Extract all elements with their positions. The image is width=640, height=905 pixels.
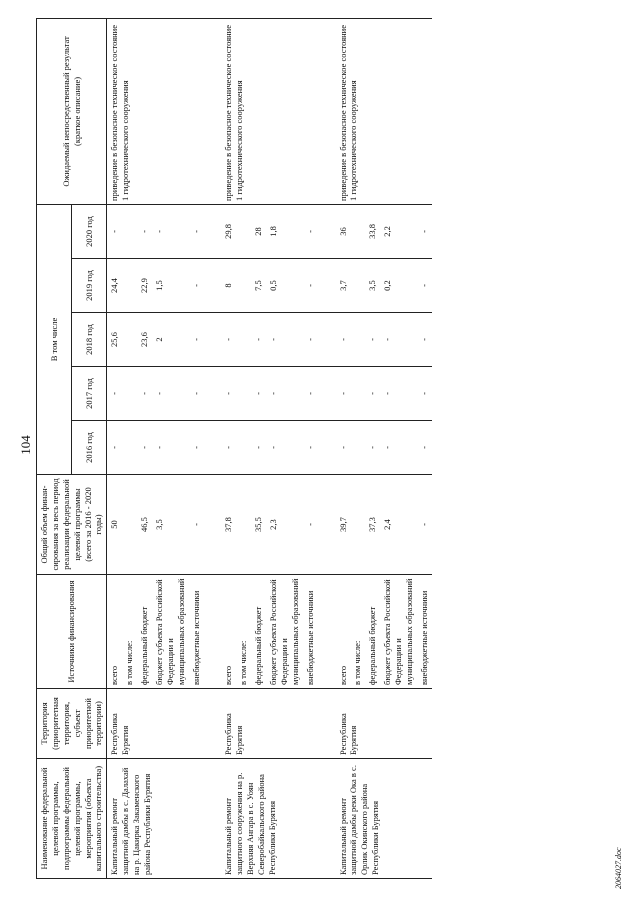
spacer-row [203,18,221,878]
year-value-2019 [122,259,137,313]
year-value-2018 [122,313,137,367]
spacer-cell [318,759,336,879]
funding-source: всего [336,575,351,689]
year-value-2017: - [251,367,266,421]
page-number: 104 [18,435,33,455]
year-value-2018: - [266,313,303,367]
footer-code: 2064027.doc [614,847,623,889]
year-value-2019: 0,2 [380,259,417,313]
total-value: 3,5 [152,475,189,575]
year-value-2018: - [189,313,204,367]
year-value-2019: 1,5 [152,259,189,313]
total-value: 37,3 [365,475,380,575]
spacer-cell [203,475,221,575]
spacer-cell [203,204,221,258]
funding-source: внебюджетные источники [303,575,318,689]
total-value: - [303,475,318,575]
year-value-2016: - [365,421,380,475]
year-value-2018: 23,6 [137,313,152,367]
year-value-2017: - [107,367,122,421]
funding-source: федеральный бюджет [365,575,380,689]
total-value: 35,5 [251,475,266,575]
year-value-2017 [350,367,365,421]
spacer-cell [318,575,336,689]
funding-source: бюджет субъекта Российской Федерации и муниципальных образований [380,575,417,689]
year-value-2018 [236,313,251,367]
year-value-2018: - [365,313,380,367]
year-value-2017: - [152,367,189,421]
year-value-2019: 8 [221,259,236,313]
year-value-2018: 25,6 [107,313,122,367]
year-value-2016: - [152,421,189,475]
year-value-2018: - [380,313,417,367]
funding-source: федеральный бюджет [137,575,152,689]
year-value-2019: 7,5 [251,259,266,313]
funding-source: федеральный бюджет [251,575,266,689]
year-value-2020 [236,204,251,258]
spacer-cell [318,475,336,575]
year-value-2017: - [137,367,152,421]
year-value-2020: 28 [251,204,266,258]
header-result: Ожидаемый непосредственный результат (краткое описание) [37,18,107,204]
funding-source: бюджет субъекта Российской Федерации и муниципальных образований [266,575,303,689]
header-year-2016: 2016 год [72,421,107,475]
spacer-cell [203,421,221,475]
spacer-cell [203,689,221,759]
spacer-cell [203,759,221,879]
spacer-cell [318,259,336,313]
year-value-2017: - [365,367,380,421]
spacer-cell [203,259,221,313]
funding-source: в том числе: [236,575,251,689]
year-value-2019 [236,259,251,313]
header-territory: Территория (приоритетная территория, субъект приоритетной территории) [37,689,107,759]
year-value-2016 [236,421,251,475]
funding-table [36,18,432,879]
year-value-2016: - [417,421,432,475]
funding-source: всего [221,575,236,689]
year-value-2019: 24,4 [107,259,122,313]
table-row [107,18,122,878]
year-value-2018: - [303,313,318,367]
year-value-2016 [122,421,137,475]
total-value: 46,5 [137,475,152,575]
spacer-cell [203,313,221,367]
year-value-2016: - [251,421,266,475]
year-value-2017: - [221,367,236,421]
spacer-row [318,18,336,878]
year-value-2019: 3,7 [336,259,351,313]
header-year-2018: 2018 год [72,313,107,367]
year-value-2017: - [417,367,432,421]
project-territory: Республика Бурятия [336,689,432,759]
project-name: Капитальный ремонт защитной дамбы реки Ока в с. Орлик Окинского района Республики Бурятия [336,759,432,879]
year-value-2016: - [107,421,122,475]
year-value-2020: - [189,204,204,258]
year-value-2017: - [189,367,204,421]
year-value-2016: - [303,421,318,475]
year-value-2018: - [221,313,236,367]
total-value: - [417,475,432,575]
total-value: 50 [107,475,122,575]
year-value-2019: - [417,259,432,313]
year-value-2020: - [303,204,318,258]
spacer-cell [318,689,336,759]
year-value-2016: - [336,421,351,475]
year-value-2020: 36 [336,204,351,258]
total-value [350,475,365,575]
spacer-cell [203,575,221,689]
funding-source: всего [107,575,122,689]
funding-source: в том числе: [122,575,137,689]
expected-result: приведение в безопасное техническое состояние 1 гидротехнического сооружения [221,18,317,204]
year-value-2020: - [152,204,189,258]
year-value-2019 [350,259,365,313]
total-value: 39,7 [336,475,351,575]
year-value-2016: - [266,421,303,475]
spacer-cell [318,18,336,204]
project-name: Капитальный ремонт защитной дамбы в с. Далахай на р. Цакирка Закаменского района Республики Бурятия [107,759,204,879]
spacer-cell [318,421,336,475]
year-value-2020 [122,204,137,258]
year-value-2016: - [380,421,417,475]
header-year-2019: 2019 год [72,259,107,313]
table-row [336,18,351,878]
year-value-2019: - [189,259,204,313]
year-value-2018: - [251,313,266,367]
total-value: 2,3 [266,475,303,575]
year-value-2019: - [303,259,318,313]
table-row [221,18,236,878]
spacer-cell [318,313,336,367]
project-name: Капитальный ремонт защитного сооружения на р. Верхняя Ангара в с. Уоян Северобайкальского района Республики Бурятия [221,759,317,879]
funding-source: бюджет субъекта Российской Федерации и муниципальных образований [152,575,189,689]
year-value-2017 [122,367,137,421]
spacer-cell [318,367,336,421]
total-value: - [189,475,204,575]
project-territory: Республика Бурятия [107,689,204,759]
year-value-2020: - [107,204,122,258]
year-value-2018: - [336,313,351,367]
spacer-cell [318,204,336,258]
expected-result: приведение в безопасное техническое состояние 1 гидротехнического сооружения [107,18,204,204]
total-value [122,475,137,575]
header-sources: Источники финансирования [37,575,107,689]
spacer-cell [203,367,221,421]
year-value-2019: 22,9 [137,259,152,313]
year-value-2020: 29,8 [221,204,236,258]
header-name: Наименование федеральной целевой программы, подпрограммы федеральной целевой программы, мероприятия (объекта капитального строительства) [37,759,107,879]
year-value-2016: - [221,421,236,475]
year-value-2018: 2 [152,313,189,367]
funding-source: внебюджетные источники [189,575,204,689]
expected-result: приведение в безопасное техническое состояние 1 гидротехнического сооружения [336,18,432,204]
year-value-2016 [350,421,365,475]
year-value-2017 [236,367,251,421]
year-value-2020: 1,8 [266,204,303,258]
year-value-2019: 3,5 [365,259,380,313]
year-value-2020: - [417,204,432,258]
header-year-2017: 2017 год [72,367,107,421]
year-value-2017: - [266,367,303,421]
year-value-2020 [350,204,365,258]
year-value-2017: - [336,367,351,421]
header-year-2020: 2020 год [72,204,107,258]
header-total: Общий объем финан-сирования за весь период реализации федеральной целевой программы (всего за 2016 - 2020 годы) [37,475,107,575]
header-including: В том числе [37,204,72,474]
year-value-2017: - [380,367,417,421]
year-value-2017: - [303,367,318,421]
funding-source: внебюджетные источники [417,575,432,689]
year-value-2018: - [417,313,432,367]
year-value-2020: 33,8 [365,204,380,258]
year-value-2019: 0,5 [266,259,303,313]
year-value-2020: - [137,204,152,258]
year-value-2018 [350,313,365,367]
year-value-2020: 2,2 [380,204,417,258]
total-value [236,475,251,575]
total-value: 2,4 [380,475,417,575]
funding-source: в том числе: [350,575,365,689]
spacer-cell [203,18,221,204]
total-value: 37,8 [221,475,236,575]
year-value-2016: - [137,421,152,475]
year-value-2016: - [189,421,204,475]
project-territory: Республика Бурятия [221,689,317,759]
